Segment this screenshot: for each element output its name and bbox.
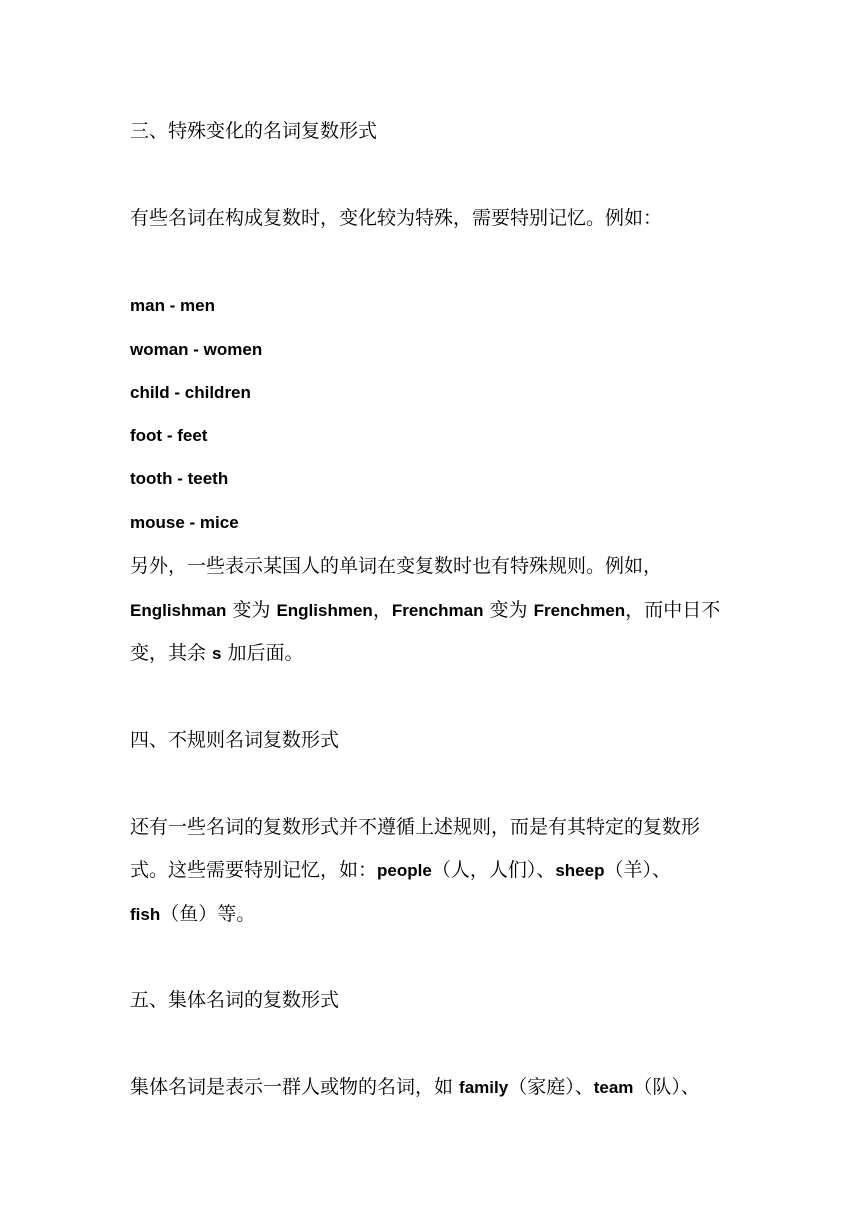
english-word: Frenchmen bbox=[533, 601, 626, 620]
note-text: 变为 bbox=[483, 599, 534, 621]
section-3-heading: 三、特殊变化的名词复数形式 bbox=[130, 120, 378, 142]
body-text: （羊）、 bbox=[604, 859, 671, 881]
note-text: 变，其余 bbox=[130, 642, 213, 664]
example-item: woman - women bbox=[130, 340, 263, 359]
section-4-line-1: 还有一些名词的复数形式并不遵循上述规则，而是有其特定的复数形 bbox=[130, 816, 701, 838]
note-line-3 bbox=[130, 641, 730, 666]
section-5-heading: 五、集体名词的复数形式 bbox=[130, 989, 340, 1011]
section-4-heading: 四、不规则名词复数形式 bbox=[130, 729, 340, 751]
example-item: tooth - teeth bbox=[130, 469, 229, 488]
note-text: ，而中日不 bbox=[625, 599, 721, 621]
note-line-1: 另外，一些表示某国人的单词在变复数时也有特殊规则。例如， bbox=[130, 555, 663, 577]
body-text: 集体名词是表示一群人或物的名词，如 bbox=[130, 1076, 460, 1098]
body-text: （队）、 bbox=[633, 1076, 700, 1098]
english-word: sheep bbox=[555, 861, 605, 880]
english-word: fish bbox=[130, 905, 161, 924]
section-4-line-3 bbox=[130, 902, 730, 927]
note-line-2 bbox=[130, 598, 730, 623]
body-text: （家庭）、 bbox=[508, 1076, 594, 1098]
english-word: Frenchman bbox=[391, 601, 484, 620]
english-word: people bbox=[377, 861, 432, 880]
body-text: 式。这些需要特别记忆，如： bbox=[130, 859, 378, 881]
note-text: 变为 bbox=[226, 599, 277, 621]
section-3-intro: 有些名词在构成复数时，变化较为特殊，需要特别记忆。例如： bbox=[130, 207, 663, 229]
english-word: Englishman bbox=[130, 601, 227, 620]
example-item: child - children bbox=[130, 383, 251, 402]
note-text: 加后面。 bbox=[221, 642, 304, 664]
english-word: family bbox=[459, 1078, 509, 1097]
body-text: （鱼）等。 bbox=[160, 903, 256, 925]
section-5-line-1 bbox=[130, 1075, 730, 1100]
section-4-line-2 bbox=[130, 858, 730, 883]
example-item: man - men bbox=[130, 296, 216, 315]
example-item: foot - feet bbox=[130, 426, 208, 445]
english-word: s bbox=[212, 644, 222, 663]
note-text: ， bbox=[372, 599, 392, 621]
english-word: Englishmen bbox=[276, 601, 373, 620]
english-word: team bbox=[593, 1078, 634, 1097]
example-item: mouse - mice bbox=[130, 513, 239, 532]
body-text: （人，人们）、 bbox=[431, 859, 556, 881]
